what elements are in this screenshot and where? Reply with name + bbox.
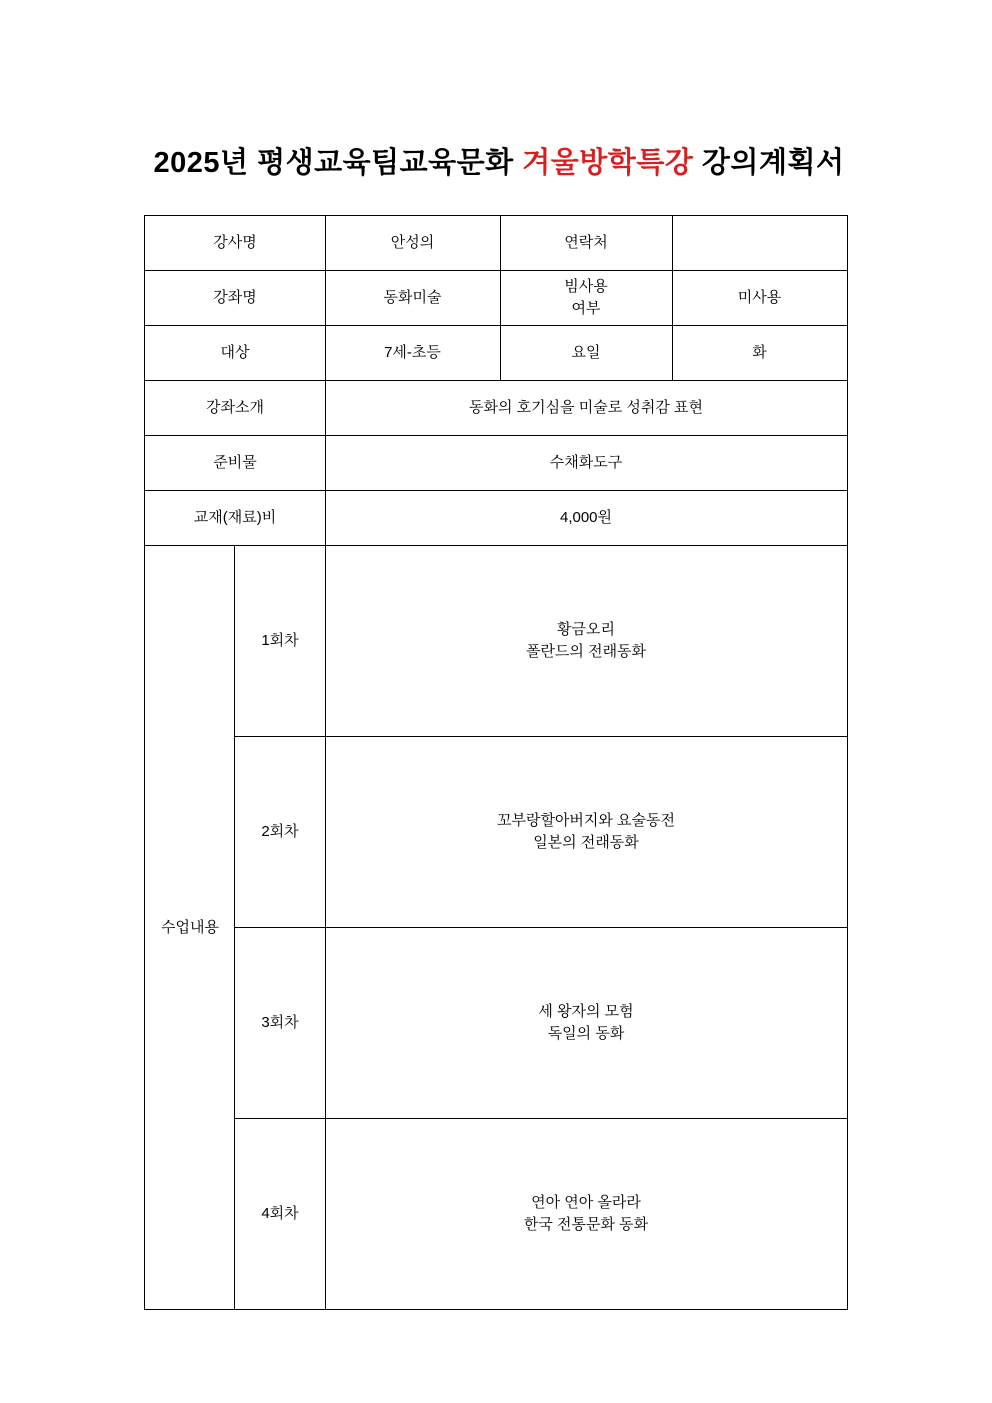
beam-usage-label-line2: 여부 [571,300,601,317]
session-content [325,737,847,928]
beam-usage-label [500,271,672,326]
session-content-line1: 꼬부랑할아버지와 요술동전 [496,812,676,830]
materials-value: 수채화도구 [325,436,847,491]
target-label: 대상 [145,326,325,381]
contact-label: 연락처 [500,216,672,271]
instructor-label: 강사명 [145,216,325,271]
table-row [145,271,847,326]
table-row [145,216,847,271]
session-content-line2: 한국 전통문화 동화 [523,1216,649,1233]
session-content [325,546,847,737]
table-row [145,1119,847,1310]
day-value: 화 [672,326,847,381]
materials-label: 준비물 [145,436,325,491]
beam-usage-value: 미사용 [672,271,847,326]
session-label: 1회차 [235,546,325,737]
target-value: 7세-초등 [325,326,500,381]
table-row [145,737,847,928]
course-value: 동화미술 [325,271,500,326]
session-content-line2: 독일의 동화 [547,1025,625,1042]
session-label: 2회차 [235,737,325,928]
lessons-section-label: 수업내용 [145,546,235,1310]
session-content [325,1119,847,1310]
session-content-line2: 폴란드의 전래동화 [525,643,647,660]
contact-value [672,216,847,271]
intro-value: 동화의 호기심을 미술로 성취감 표현 [325,381,847,436]
session-content-line1: 황금오리 [557,621,615,639]
fee-value: 4,000원 [325,491,847,546]
course-label: 강좌명 [145,271,325,326]
session-content-line1: 연아 연아 올라라 [531,1194,641,1212]
table-row [145,436,847,491]
session-content-line1: 세 왕자의 모험 [538,1003,634,1021]
title-part-1: 2025년 평생교육팀교육문화 [153,147,523,179]
session-label: 3회차 [235,928,325,1119]
lesson-plan-table [144,215,847,1310]
page-title [0,140,992,181]
session-content-line2: 일본의 전래동화 [533,834,639,851]
day-label: 요일 [500,326,672,381]
intro-label: 강좌소개 [145,381,325,436]
session-content [325,928,847,1119]
table-row [145,928,847,1119]
fee-label: 교재(재료)비 [145,491,325,546]
session-label: 4회차 [235,1119,325,1310]
title-accent: 겨울방학특강 [522,147,694,179]
instructor-value: 안성의 [325,216,500,271]
table-row [145,491,847,546]
table-row [145,326,847,381]
beam-usage-label-line1: 빔사용 [564,278,608,296]
title-part-2: 강의계획서 [693,147,845,179]
table-row [145,381,847,436]
table-row [145,546,847,737]
